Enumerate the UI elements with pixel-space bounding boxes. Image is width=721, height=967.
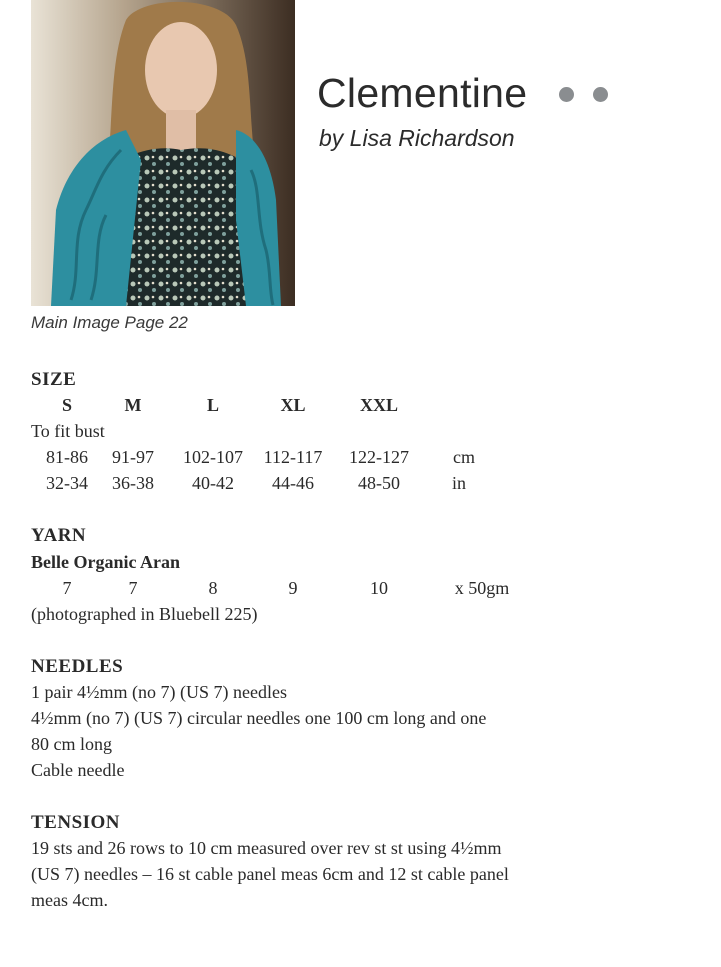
cm-value: 112-117 (263, 447, 323, 467)
rating-dot-2 (593, 87, 608, 102)
needles-line: Cable needle (31, 760, 125, 780)
size-label: XL (280, 395, 306, 415)
yarn-name: Belle Organic Aran (31, 552, 180, 572)
fit-label: To fit bust (31, 421, 105, 441)
main-photo (31, 0, 295, 306)
cm-value: 81-86 (46, 447, 88, 467)
yarn-quantity: 10 (370, 578, 388, 598)
tension-heading: TENSION (31, 812, 121, 833)
cm-value: 91-97 (112, 447, 154, 467)
pattern-author: by Lisa Richardson (319, 125, 515, 151)
in-value: 44-46 (272, 473, 314, 493)
in-value: 48-50 (358, 473, 400, 493)
cm-value: 102-107 (183, 447, 243, 467)
yarn-note: (photographed in Bluebell 225) (31, 604, 258, 624)
yarn-quantity: 9 (288, 578, 298, 598)
size-heading: SIZE (31, 369, 77, 390)
cm-value: 122-127 (349, 447, 409, 467)
in-value: 32-34 (46, 473, 88, 493)
tension-line: 19 sts and 26 rows to 10 cm measured over rev st st using 4½mm (31, 838, 502, 858)
tension-line: (US 7) needles – 16 st cable panel meas 6cm and 12 st cable panel (31, 864, 509, 884)
cm-unit: cm (453, 447, 475, 467)
yarn-unit: x 50gm (454, 578, 510, 598)
size-label: M (124, 395, 142, 415)
yarn-quantity: 8 (208, 578, 218, 598)
size-label: L (206, 395, 219, 415)
yarn-heading: YARN (31, 525, 87, 546)
rating-dot-1 (559, 87, 574, 102)
pattern-title: Clementine (317, 70, 528, 116)
tension-line: meas 4cm. (31, 890, 108, 910)
yarn-quantity: 7 (62, 578, 72, 598)
needles-line: 4½mm (no 7) (US 7) circular needles one 100 cm long and one (31, 708, 487, 728)
size-label: XXL (359, 395, 398, 415)
image-caption: Main Image Page 22 (31, 313, 188, 332)
in-value: 40-42 (192, 473, 234, 493)
in-unit: in (451, 473, 466, 493)
needles-line: 1 pair 4½mm (no 7) (US 7) needles (31, 682, 287, 702)
yarn-quantity: 7 (128, 578, 138, 598)
in-value: 36-38 (112, 473, 154, 493)
needles-heading: NEEDLES (31, 656, 124, 677)
size-label: S (61, 395, 72, 415)
needles-line: 80 cm long (31, 734, 112, 754)
